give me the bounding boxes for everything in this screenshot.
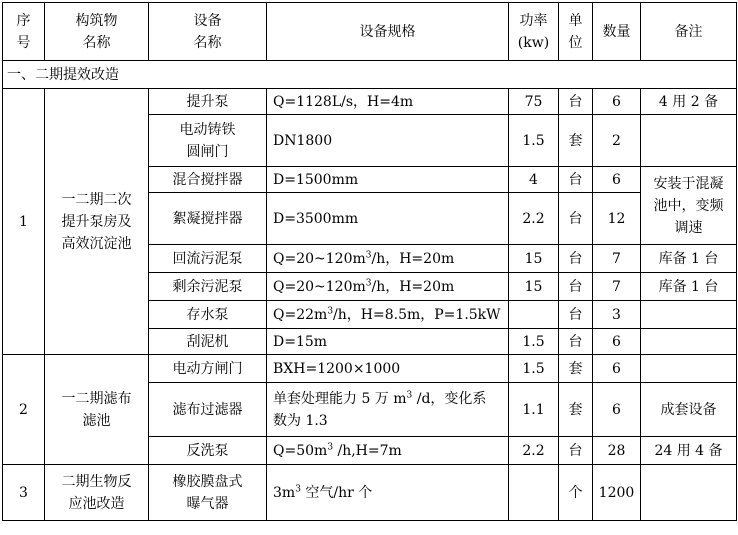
header-row xyxy=(3,3,737,61)
equipment-name: 反洗泵 xyxy=(149,437,267,465)
spec-superscript: 3 xyxy=(365,249,372,260)
power-cell: 1.1 xyxy=(509,383,559,437)
qty-cell: 28 xyxy=(593,437,641,465)
power-cell: 1.5 xyxy=(509,355,559,383)
power-cell: 2.2 xyxy=(509,437,559,465)
section-title: 一、二期提效改造 xyxy=(3,61,737,89)
qty-cell: 6 xyxy=(593,329,641,355)
spec-cell xyxy=(267,465,509,521)
equipment-name: 电动铸铁 圆闸门 xyxy=(149,115,267,167)
header-equipment: 设备 名称 xyxy=(149,3,267,61)
remark-cell xyxy=(641,115,737,167)
header-power: 功率 (kw) xyxy=(509,3,559,61)
unit-cell: 台 xyxy=(559,89,593,115)
qty-cell: 12 xyxy=(593,193,641,245)
spec-cell: BXH=1200×1000 xyxy=(267,355,509,383)
unit-cell: 套 xyxy=(559,115,593,167)
spec-cell xyxy=(267,383,509,437)
remark-cell: 24 用 4 备 xyxy=(641,437,737,465)
power-cell: 75 xyxy=(509,89,559,115)
spec-cell xyxy=(267,437,509,465)
equipment-name: 提升泵 xyxy=(149,89,267,115)
spec-text: Q=50m xyxy=(273,442,328,459)
spec-text: 空气/hr 个 xyxy=(300,484,373,501)
unit-cell: 台 xyxy=(559,301,593,329)
unit-cell: 套 xyxy=(559,383,593,437)
table-row xyxy=(3,89,737,115)
unit-cell: 台 xyxy=(559,273,593,301)
spec-cell xyxy=(267,245,509,273)
equipment-name: 电动方闸门 xyxy=(149,355,267,383)
power-cell: 1.5 xyxy=(509,329,559,355)
spec-cell xyxy=(267,301,509,329)
spec-cell: D=3500mm xyxy=(267,193,509,245)
equipment-name: 刮泥机 xyxy=(149,329,267,355)
spec-text: /h，H=20m xyxy=(371,278,455,295)
equipment-name: 滤布过滤器 xyxy=(149,383,267,437)
unit-cell: 个 xyxy=(559,465,593,521)
header-spec: 设备规格 xyxy=(267,3,509,61)
equipment-name: 絮凝搅拌器 xyxy=(149,193,267,245)
spec-text: /d，变化系 xyxy=(412,390,487,407)
power-cell: 4 xyxy=(509,167,559,193)
remark-cell: 库备 1 台 xyxy=(641,273,737,301)
section-row xyxy=(3,61,737,89)
equipment-name: 混合搅拌器 xyxy=(149,167,267,193)
spec-text: /h,H=7m xyxy=(333,442,402,459)
qty-cell: 6 xyxy=(593,383,641,437)
spec-text: Q=20~120m xyxy=(273,278,366,295)
table-row xyxy=(3,355,737,383)
header-qty: 数量 xyxy=(593,3,641,61)
qty-cell: 3 xyxy=(593,301,641,329)
qty-cell: 6 xyxy=(593,355,641,383)
spec-superscript: 3 xyxy=(327,305,334,316)
unit-cell: 台 xyxy=(559,437,593,465)
qty-cell: 6 xyxy=(593,167,641,193)
header-remark: 备注 xyxy=(641,3,737,61)
qty-cell: 7 xyxy=(593,273,641,301)
remark-cell: 库备 1 台 xyxy=(641,245,737,273)
spec-text: Q=20~120m xyxy=(273,250,366,267)
equipment-name: 回流污泥泵 xyxy=(149,245,267,273)
spec-text-line2: 数为 1.3 xyxy=(273,412,328,429)
spec-text: 3m xyxy=(273,484,296,501)
remark-cell: 4 用 2 备 xyxy=(641,89,737,115)
unit-cell: 台 xyxy=(559,167,593,193)
spec-cell: D=1500mm xyxy=(267,167,509,193)
structure-cell: 一二期滤布 滤池 xyxy=(45,355,149,465)
power-cell xyxy=(509,465,559,521)
equipment-name: 剩余污泥泵 xyxy=(149,273,267,301)
unit-cell: 台 xyxy=(559,193,593,245)
seq-cell: 1 xyxy=(3,89,45,355)
equipment-name: 橡胶膜盘式 曝气器 xyxy=(149,465,267,521)
unit-cell: 套 xyxy=(559,355,593,383)
remark-cell xyxy=(641,301,737,329)
merged-remark-cell: 安装于混凝 池中，变频 调速 xyxy=(641,167,737,245)
table-row xyxy=(3,465,737,521)
qty-cell: 6 xyxy=(593,89,641,115)
header-structure: 构筑物 名称 xyxy=(45,3,149,61)
spec-superscript: 3 xyxy=(406,389,413,400)
header-seq: 序 号 xyxy=(3,3,45,61)
qty-cell: 1200 xyxy=(593,465,641,521)
spec-superscript: 3 xyxy=(365,277,372,288)
seq-cell: 2 xyxy=(3,355,45,465)
remark-cell: 成套设备 xyxy=(641,383,737,437)
seq-cell: 3 xyxy=(3,465,45,521)
unit-cell: 台 xyxy=(559,245,593,273)
qty-cell: 2 xyxy=(593,115,641,167)
structure-cell: 一二期二次 提升泵房及 高效沉淀池 xyxy=(45,89,149,355)
spec-cell xyxy=(267,273,509,301)
remark-cell xyxy=(641,465,737,521)
power-cell: 15 xyxy=(509,245,559,273)
spec-text: 单套处理能力 5 万 m xyxy=(273,390,407,407)
spec-cell: Q=1128L/s，H=4m xyxy=(267,89,509,115)
remark-cell xyxy=(641,329,737,355)
equipment-name: 存水泵 xyxy=(149,301,267,329)
remark-cell xyxy=(641,355,737,383)
power-cell: 1.5 xyxy=(509,115,559,167)
spec-text: /h，H=8.5m，P=1.5kW xyxy=(333,306,501,323)
power-cell: 15 xyxy=(509,273,559,301)
power-cell: 2.2 xyxy=(509,193,559,245)
spec-cell: D=15m xyxy=(267,329,509,355)
equipment-table xyxy=(2,2,737,521)
spec-cell: DN1800 xyxy=(267,115,509,167)
unit-cell: 台 xyxy=(559,329,593,355)
power-cell xyxy=(509,301,559,329)
spec-text: /h，H=20m xyxy=(371,250,455,267)
structure-cell: 二期生物反 应池改造 xyxy=(45,465,149,521)
spec-superscript: 3 xyxy=(295,483,301,494)
spec-superscript: 3 xyxy=(327,441,334,452)
spec-text: Q=22m xyxy=(273,306,328,323)
qty-cell: 7 xyxy=(593,245,641,273)
header-unit: 单 位 xyxy=(559,3,593,61)
